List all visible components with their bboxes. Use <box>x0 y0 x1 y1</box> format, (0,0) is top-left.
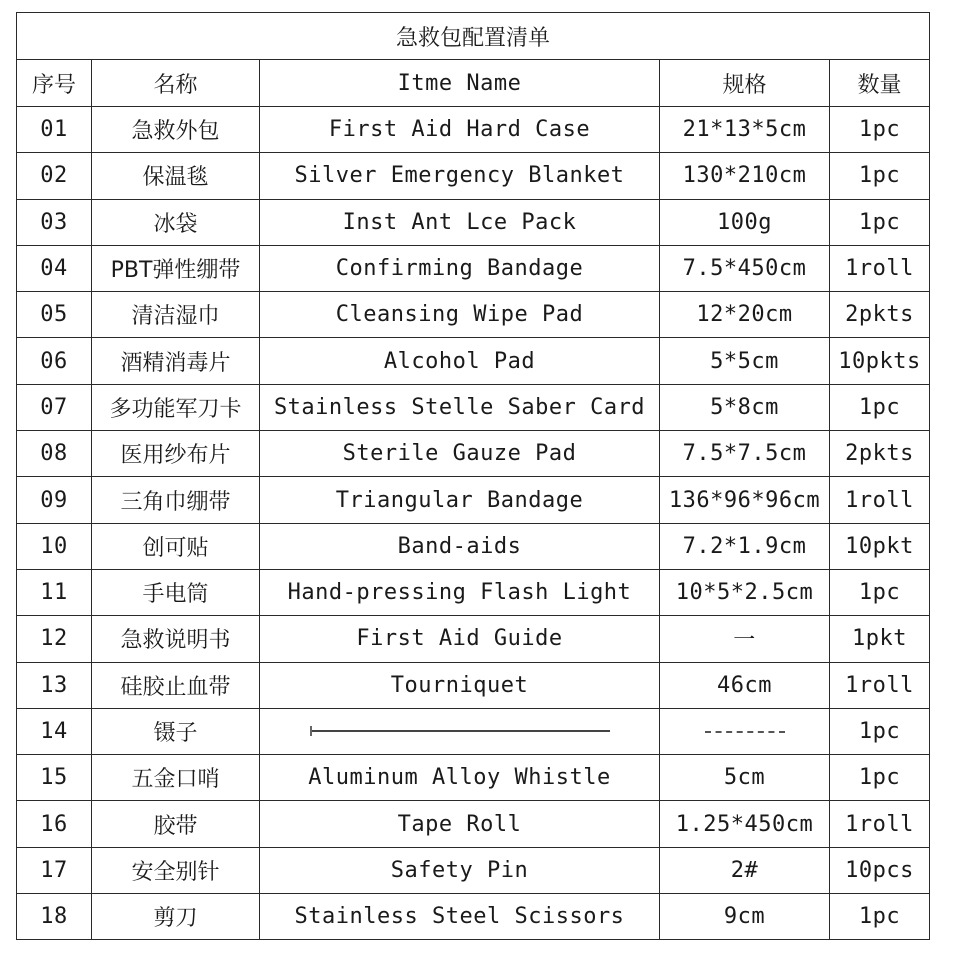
cell-spec: 7.2*1.9cm <box>660 523 830 569</box>
table-row <box>17 616 930 662</box>
cell-name-en: Stainless Stelle Saber Card <box>260 384 660 430</box>
cell-spec: 136*96*96cm <box>660 477 830 523</box>
cell-qty: 2pkts <box>830 292 930 338</box>
cell-no: 03 <box>17 199 92 245</box>
obscured-text-line <box>310 724 610 738</box>
cell-no: 18 <box>17 894 92 940</box>
cell-no: 09 <box>17 477 92 523</box>
cell-spec: 46cm <box>660 662 830 708</box>
cell-spec <box>660 708 830 754</box>
cell-no: 05 <box>17 292 92 338</box>
table-row <box>17 755 930 801</box>
table-row <box>17 708 930 754</box>
cell-name-en: Tourniquet <box>260 662 660 708</box>
cell-qty: 2pkts <box>830 431 930 477</box>
cell-spec: 5*8cm <box>660 384 830 430</box>
cell-no: 15 <box>17 755 92 801</box>
cell-spec: 一 <box>660 616 830 662</box>
cell-no: 11 <box>17 569 92 615</box>
cell-no: 17 <box>17 847 92 893</box>
cell-name-en: Aluminum Alloy Whistle <box>260 755 660 801</box>
cell-spec: 7.5*450cm <box>660 245 830 291</box>
cell-name-en: Confirming Bandage <box>260 245 660 291</box>
cell-qty: 1pc <box>830 894 930 940</box>
cell-name-en <box>260 708 660 754</box>
header-qty: 数量 <box>830 60 930 107</box>
cell-name-cn: 胶带 <box>92 801 260 847</box>
cell-name-en: First Aid Hard Case <box>260 107 660 153</box>
cell-spec: 9cm <box>660 894 830 940</box>
table-row <box>17 894 930 940</box>
cell-name-en: Band-aids <box>260 523 660 569</box>
cell-spec: 10*5*2.5cm <box>660 569 830 615</box>
cell-qty: 1roll <box>830 662 930 708</box>
cell-no: 13 <box>17 662 92 708</box>
cell-spec: 21*13*5cm <box>660 107 830 153</box>
header-no: 序号 <box>17 60 92 107</box>
cell-qty: 1roll <box>830 245 930 291</box>
cell-name-cn: 三角巾绷带 <box>92 477 260 523</box>
cell-name-cn: 多功能军刀卡 <box>92 384 260 430</box>
cell-name-en: Silver Emergency Blanket <box>260 153 660 199</box>
cell-no: 07 <box>17 384 92 430</box>
table-row <box>17 523 930 569</box>
cell-name-cn: 急救说明书 <box>92 616 260 662</box>
cell-qty: 1pc <box>830 107 930 153</box>
cell-no: 16 <box>17 801 92 847</box>
cell-qty: 10pkts <box>830 338 930 384</box>
cell-name-cn: 剪刀 <box>92 894 260 940</box>
cell-no: 12 <box>17 616 92 662</box>
cell-spec: 100g <box>660 199 830 245</box>
cell-qty: 1roll <box>830 477 930 523</box>
cell-name-cn: 清洁湿巾 <box>92 292 260 338</box>
header-name-cn: 名称 <box>92 60 260 107</box>
table-row <box>17 292 930 338</box>
cell-name-cn: 硅胶止血带 <box>92 662 260 708</box>
cell-no: 04 <box>17 245 92 291</box>
cell-name-en: Triangular Bandage <box>260 477 660 523</box>
table-row <box>17 431 930 477</box>
cell-qty: 1pc <box>830 708 930 754</box>
cell-no: 01 <box>17 107 92 153</box>
cell-no: 08 <box>17 431 92 477</box>
table-row <box>17 384 930 430</box>
cell-qty: 10pkt <box>830 523 930 569</box>
cell-name-cn: 五金口哨 <box>92 755 260 801</box>
cell-qty: 1pc <box>830 569 930 615</box>
cell-name-cn: PBT弹性绷带 <box>92 245 260 291</box>
cell-name-en: Sterile Gauze Pad <box>260 431 660 477</box>
cell-name-en: Tape Roll <box>260 801 660 847</box>
header-row <box>17 60 930 107</box>
cell-spec: 5*5cm <box>660 338 830 384</box>
cell-name-cn: 急救外包 <box>92 107 260 153</box>
cell-name-cn: 冰袋 <box>92 199 260 245</box>
table-row <box>17 477 930 523</box>
cell-name-en: Inst Ant Lce Pack <box>260 199 660 245</box>
cell-spec: 5cm <box>660 755 830 801</box>
cell-name-en: Alcohol Pad <box>260 338 660 384</box>
cell-name-en: Safety Pin <box>260 847 660 893</box>
obscured-spec-mark <box>705 726 785 738</box>
cell-name-en: Stainless Steel Scissors <box>260 894 660 940</box>
cell-spec: 2# <box>660 847 830 893</box>
cell-qty: 1pc <box>830 153 930 199</box>
table-row <box>17 107 930 153</box>
cell-no: 14 <box>17 708 92 754</box>
table-row <box>17 801 930 847</box>
cell-qty: 1pc <box>830 384 930 430</box>
cell-name-cn: 医用纱布片 <box>92 431 260 477</box>
cell-name-cn: 镊子 <box>92 708 260 754</box>
table-title: 急救包配置清单 <box>17 13 930 60</box>
cell-qty: 10pcs <box>830 847 930 893</box>
cell-qty: 1pkt <box>830 616 930 662</box>
cell-name-cn: 酒精消毒片 <box>92 338 260 384</box>
cell-no: 02 <box>17 153 92 199</box>
cell-qty: 1roll <box>830 801 930 847</box>
cell-name-cn: 安全别针 <box>92 847 260 893</box>
table-row <box>17 847 930 893</box>
table-row <box>17 199 930 245</box>
cell-no: 10 <box>17 523 92 569</box>
cell-name-cn: 手电筒 <box>92 569 260 615</box>
cell-spec: 12*20cm <box>660 292 830 338</box>
cell-name-en: Hand-pressing Flash Light <box>260 569 660 615</box>
cell-name-cn: 保温毯 <box>92 153 260 199</box>
cell-name-en: Cleansing Wipe Pad <box>260 292 660 338</box>
table-row <box>17 662 930 708</box>
cell-name-cn: 创可贴 <box>92 523 260 569</box>
header-name-en: Itme Name <box>260 60 660 107</box>
table-row <box>17 569 930 615</box>
table-row <box>17 153 930 199</box>
cell-no: 06 <box>17 338 92 384</box>
cell-qty: 1pc <box>830 755 930 801</box>
header-spec: 规格 <box>660 60 830 107</box>
cell-spec: 7.5*7.5cm <box>660 431 830 477</box>
table-row <box>17 338 930 384</box>
cell-spec: 130*210cm <box>660 153 830 199</box>
cell-spec: 1.25*450cm <box>660 801 830 847</box>
table-row <box>17 245 930 291</box>
cell-name-en: First Aid Guide <box>260 616 660 662</box>
cell-qty: 1pc <box>830 199 930 245</box>
first-aid-kit-table <box>16 12 930 940</box>
